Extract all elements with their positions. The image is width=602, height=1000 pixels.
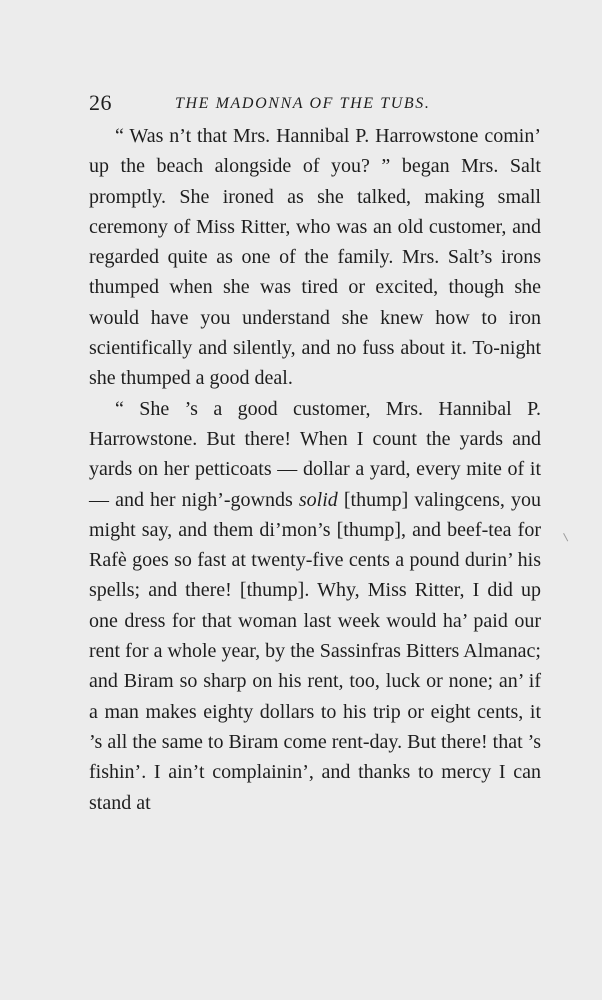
paragraph-1: “ Was n’t that Mrs. Hannibal P. Harrowstone comin’ up the beach alongside of you? ” began Mrs. Salt promptly. She ironed as she talked, making small ceremony of Miss Ritter, who was an old customer, and regarded quite as one of the family. Mrs. Salt’s irons thumped when she was tired or excited, though she would have you understand she knew how to iron scientifically and silently, and no fuss about it. To-night she thumped a good deal. bbox=[89, 125, 541, 390]
italic-word-solid: solid bbox=[298, 488, 338, 511]
paragraph-2 bbox=[89, 394, 541, 818]
ink-mark bbox=[563, 532, 571, 542]
paragraph-2-part-2: [thump] valingcens, you might say, and them di’mon’s [thump], and beef-tea for Rafè goes so fast at twenty-five cents a pound durin’ his spells; and there! [thump]. Why, Miss Ritter, I did up one dress for that woman last week would ha’ paid our rent for a whole year, by the Sassinfras Bitters Almanac; and Biram so sharp on his rent, too, luck or none; an’ if a man makes eighty dollars to his trip or eight cents, it ’s all the same to Biram come rent-day. But there! that ’s fishin’. I ain’t complainin’, and thanks to mercy I can stand at bbox=[89, 488, 541, 814]
paragraph-2-part-1: “ She ’s a good customer, Mrs. Hannibal P. Harrowstone. But there! When I count the yards and yards on her petticoats — dollar a yard, every mite of it — and her nigh’-gownds bbox=[89, 397, 541, 511]
body-text bbox=[89, 121, 541, 818]
page-number: 26 bbox=[89, 90, 112, 115]
running-title: THE MADONNA OF THE TUBS. bbox=[175, 95, 431, 112]
running-head bbox=[89, 88, 539, 118]
